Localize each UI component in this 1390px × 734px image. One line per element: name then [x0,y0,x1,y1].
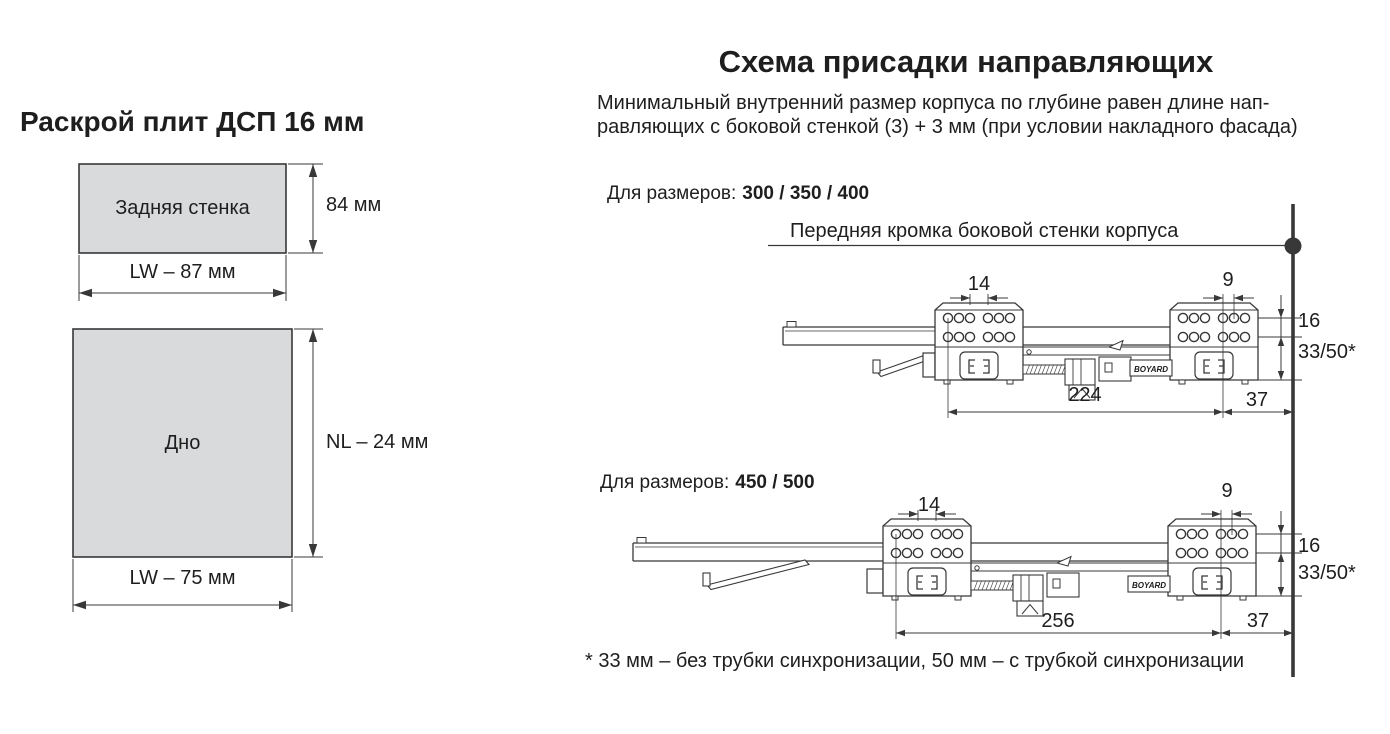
dim-row-spacing-2: 16 [1298,535,1321,557]
sizes-row-450-500 [600,472,815,494]
dim-row-spacing-1: 16 [1298,310,1321,332]
footnote: * 33 мм – без трубки синхронизации, 50 мм – с трубкой синхронизации [585,650,1245,672]
description-line-1: Минимальный внутренний размер корпуса по глубине равен длине нап- [597,92,1270,114]
sizes-row-300-400 [607,183,869,205]
dim-span-1: 224 [1068,384,1102,406]
dim-depth-2: 33/50* [1298,562,1356,584]
bottom-panel-height-dim: NL – 24 мм [326,431,429,453]
dim-pitch-left-1: 14 [967,273,991,295]
sizes-values: 300 / 350 / 400 [742,183,870,204]
dim-depth-1: 33/50* [1298,341,1356,363]
for-sizes-label: Для размеров: [600,472,730,493]
bottom-panel-label: Дно [164,431,201,454]
left-section-title: Раскрой плит ДСП 16 мм [20,106,365,137]
brand-badge-text: BOYARD [1131,581,1167,590]
dim-pitch-right-2: 9 [1221,480,1233,502]
bottom-panel-width-dim: LW – 75 мм [129,567,236,589]
dim-span-2: 256 [1041,610,1075,632]
sizes-values: 450 / 500 [735,472,815,493]
back-panel-height-dim: 84 мм [326,194,382,216]
drawer-slide-drawing-450-500 [633,510,1302,639]
drawer-slide-drawing-300-400 [783,294,1302,418]
description-line-2: равляющих с боковой стенкой (3) + 3 мм (при условии накладного фасада) [597,116,1298,138]
for-sizes-label: Для размеров: [607,183,737,204]
dim-offset-2: 37 [1246,610,1270,632]
dim-pitch-right-1: 9 [1222,269,1234,291]
dim-pitch-left-2: 14 [917,494,941,516]
right-section-title: Схема присадки направляющих [718,44,1214,79]
back-panel-label: Задняя стенка [115,197,250,219]
brand-badge-text: BOYARD [1133,365,1169,374]
front-edge-label: Передняя кромка боковой стенки корпуса [790,220,1179,242]
dim-offset-1: 37 [1245,389,1269,411]
back-panel-width-dim: LW – 87 мм [129,261,236,283]
